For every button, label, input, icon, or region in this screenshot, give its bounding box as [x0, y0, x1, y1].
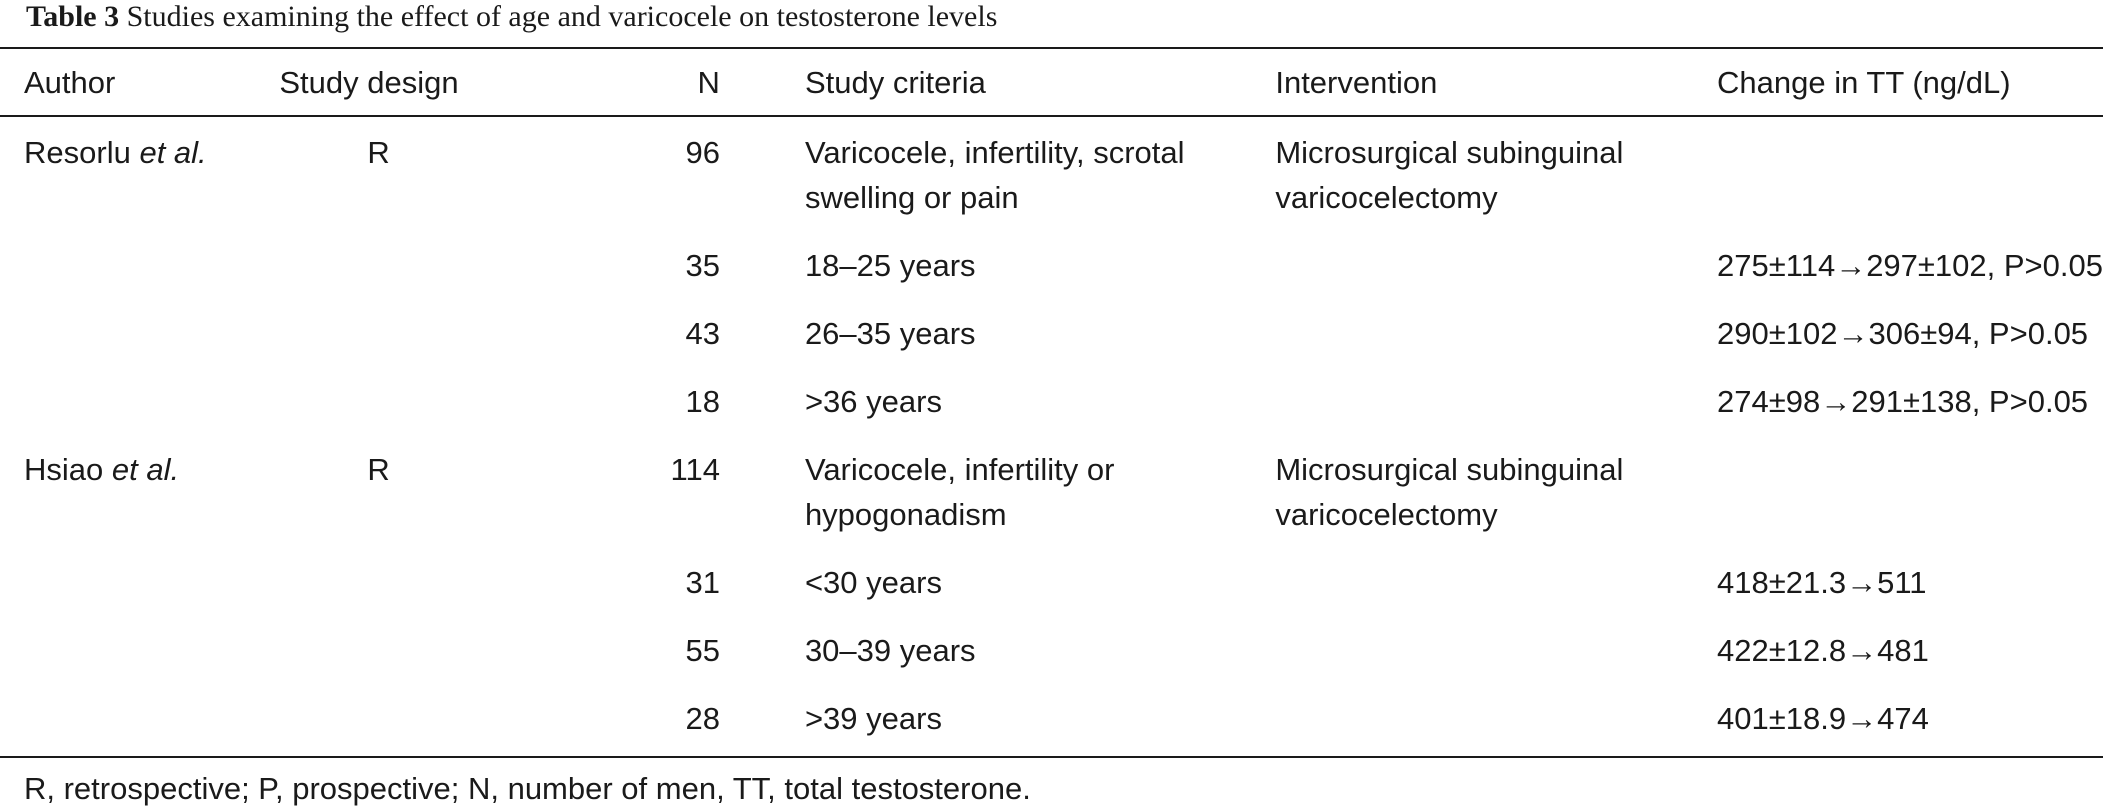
cell-author: [0, 432, 279, 545]
cell-study-design: [279, 613, 646, 681]
cell-intervention: [1275, 115, 1717, 228]
cell-study-design: R: [367, 135, 390, 170]
cell-author: [0, 296, 279, 364]
cell-change-in-tt: [1717, 432, 2103, 545]
cell-study-design: [279, 681, 646, 749]
criteria-line: 30–39 years: [804, 633, 976, 668]
criteria-line: >39 years: [804, 701, 942, 736]
cell-author: [0, 228, 279, 296]
cell-intervention: [1275, 681, 1717, 749]
table-row: [0, 228, 2103, 296]
header-intervention: Intervention: [1275, 64, 1438, 100]
intervention-line: Microsurgical subinguinal: [1275, 452, 1624, 487]
cell-change-in-tt: 274±98→291±138, P>0.05: [1717, 384, 2089, 419]
cell-study-criteria: [720, 681, 1275, 749]
cell-intervention: [1275, 545, 1717, 613]
cell-change-in-tt: 418±21.3→511: [1717, 565, 1927, 600]
table-row: [0, 115, 2103, 228]
cell-study-design: [279, 228, 646, 296]
cell-intervention: [1275, 364, 1717, 432]
header-study-design: Study design: [279, 64, 459, 100]
cell-n: 28: [685, 701, 720, 736]
cell-study-design: [279, 545, 646, 613]
header-study-criteria: Study criteria: [804, 64, 986, 100]
criteria-line: Varicocele, infertility, scrotal: [804, 135, 1185, 170]
cell-study-criteria: [720, 545, 1275, 613]
author-et-al: et al.: [139, 135, 207, 170]
cell-change-in-tt: [1717, 115, 2103, 228]
cell-author: [0, 681, 279, 749]
cell-author: [0, 613, 279, 681]
criteria-line: swelling or pain: [804, 180, 1019, 215]
cell-intervention: [1275, 613, 1717, 681]
table-row: [0, 545, 2103, 613]
table-caption: [26, 0, 997, 34]
intervention-line: varicocelectomy: [1275, 497, 1498, 532]
criteria-line: >36 years: [804, 384, 942, 419]
cell-author: [0, 115, 279, 228]
cell-n: 55: [685, 633, 720, 668]
cell-intervention: [1275, 228, 1717, 296]
cell-study-criteria: [720, 432, 1275, 545]
table-title: Studies examining the effect of age and varicocele on testosterone levels: [126, 0, 998, 33]
cell-n: 43: [685, 316, 720, 351]
cell-change-in-tt: 422±12.8→481: [1717, 633, 1929, 668]
cell-study-criteria: [720, 364, 1275, 432]
cell-n: 96: [685, 135, 720, 170]
criteria-line: 26–35 years: [804, 316, 976, 351]
header-author: Author: [24, 64, 116, 100]
criteria-line: hypogonadism: [804, 497, 1007, 532]
intervention-line: Microsurgical subinguinal: [1275, 135, 1624, 170]
cell-study-design: R: [367, 452, 390, 487]
cell-intervention: [1275, 432, 1717, 545]
cell-n: 18: [685, 384, 720, 419]
cell-study-design: [279, 364, 646, 432]
cell-intervention: [1275, 296, 1717, 364]
criteria-line: Varicocele, infertility or: [804, 452, 1115, 487]
criteria-line: 18–25 years: [804, 248, 976, 283]
header-n: N: [697, 64, 720, 100]
cell-study-criteria: [720, 228, 1275, 296]
data-table: [0, 49, 2103, 749]
criteria-line: <30 years: [804, 565, 942, 600]
author-name: Resorlu: [24, 135, 131, 170]
table-row: [0, 681, 2103, 749]
table-row: [0, 296, 2103, 364]
cell-study-criteria: [720, 115, 1275, 228]
cell-study-design: [279, 296, 646, 364]
author-name: Hsiao: [24, 452, 104, 487]
table-row: [0, 613, 2103, 681]
cell-change-in-tt: 275±114→297±102, P>0.05: [1717, 248, 2103, 283]
cell-author: [0, 545, 279, 613]
cell-change-in-tt: 290±102→306±94, P>0.05: [1717, 316, 2089, 351]
cell-n: 35: [685, 248, 720, 283]
cell-author: [0, 364, 279, 432]
bottom-rule: [0, 756, 2103, 758]
cell-n: 31: [685, 565, 720, 600]
table-label: Table 3: [26, 0, 120, 33]
table-row: [0, 432, 2103, 545]
header-row: [0, 49, 2103, 115]
table-footnote: R, retrospective; P, prospective; N, number of men, TT, total testosterone.: [24, 771, 1031, 806]
intervention-line: varicocelectomy: [1275, 180, 1498, 215]
cell-study-criteria: [720, 296, 1275, 364]
cell-study-criteria: [720, 613, 1275, 681]
header-change-in-tt: Change in TT (ng/dL): [1717, 64, 2011, 100]
cell-change-in-tt: 401±18.9→474: [1717, 701, 1929, 736]
table-row: [0, 364, 2103, 432]
cell-n: 114: [670, 452, 720, 487]
author-et-al: et al.: [111, 452, 180, 487]
table-body: [0, 115, 2103, 749]
